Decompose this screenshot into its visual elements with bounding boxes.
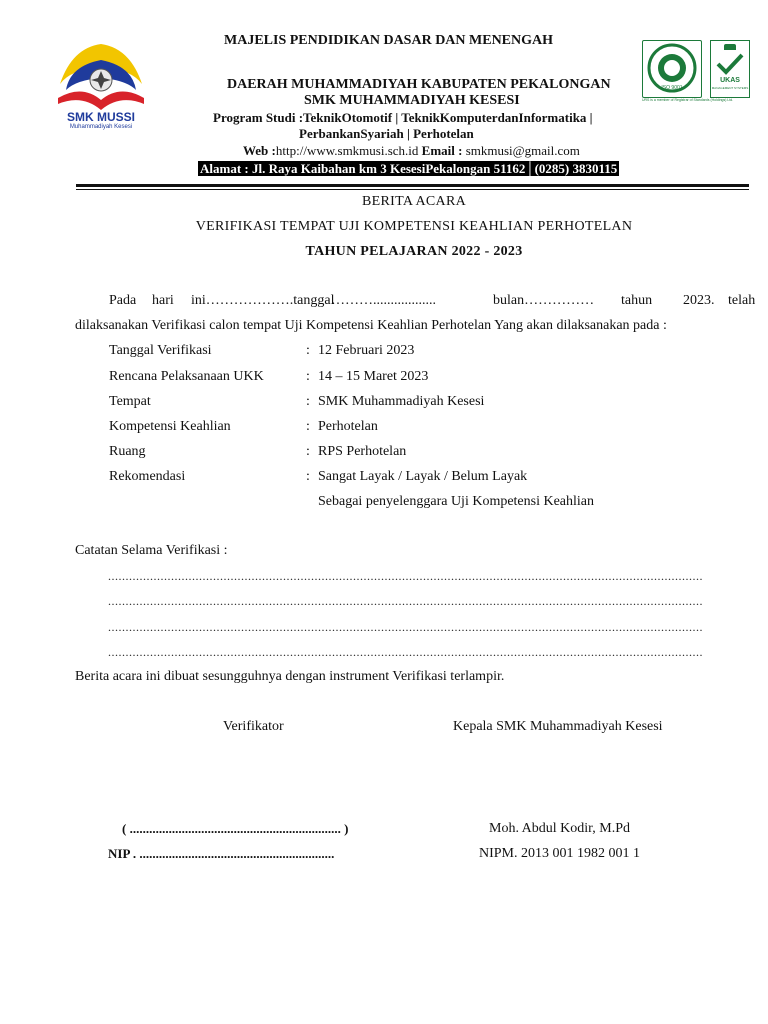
field-colon: : <box>306 469 310 484</box>
intro-word: tahun <box>621 293 653 308</box>
header-contact <box>243 143 580 159</box>
field-label: Rekomendasi <box>109 469 186 484</box>
web-label: Web : <box>243 143 276 158</box>
header-divider-thick <box>76 184 749 187</box>
field-value: 12 Februari 2023 <box>318 343 415 358</box>
certification-logo <box>640 38 752 104</box>
email-label: Email : <box>421 143 463 158</box>
header-line-5: PerbankanSyariah | Perhotelan <box>299 126 474 141</box>
field-colon: : <box>306 343 310 358</box>
ukas-label: UKAS <box>720 77 740 84</box>
intro-word: Pada <box>109 293 137 308</box>
principal-name: Moh. Abdul Kodir, M.Pd <box>489 821 631 836</box>
field-colon: : <box>306 394 310 409</box>
field-label: Rencana Pelaksanaan UKK <box>109 369 264 384</box>
field-value: 14 – 15 Maret 2023 <box>318 369 429 384</box>
field-value: Perhotelan <box>318 419 378 434</box>
catatan-line: .......................................................................................................................................................................... <box>108 645 703 659</box>
catatan-line: .......................................................................................................................................................................... <box>108 594 703 608</box>
web-link[interactable]: http://www.smkmusi.sch.id <box>275 143 419 158</box>
intro-word: ini……………….tanggal <box>191 293 335 308</box>
school-logo-name: SMK MUSSI <box>66 110 135 124</box>
field-colon: : <box>306 444 310 459</box>
header-line-1: MAJELIS PENDIDIKAN DASAR DAN MENENGAH <box>224 33 554 48</box>
field-label: Kompetensi Keahlian <box>109 419 231 434</box>
field-colon: : <box>306 419 310 434</box>
address-bar <box>198 160 619 178</box>
field-value: SMK Muhammadiyah Kesesi <box>318 394 485 409</box>
closing-text: Berita acara ini dibuat sesungguhnya dengan instrument Verifikasi terlampir. <box>75 669 505 684</box>
intro-word: ……….................. <box>331 293 436 308</box>
intro-line-2: dilaksanakan Verifikasi calon tempat Uji Kompetensi Keahlian Perhotelan Yang akan dilaksanakan pada : <box>75 318 667 333</box>
header-line-2: DAERAH MUHAMMADIYAH KABUPATEN PEKALONGAN <box>227 77 611 92</box>
doc-subtitle: VERIFIKASI TEMPAT UJI KOMPETENSI KEAHLIAN PERHOTELAN <box>195 219 633 234</box>
crown-icon <box>724 44 736 50</box>
rekomendasi-extra: Sebagai penyelenggara Uji Kompetensi Keahlian <box>318 494 595 509</box>
address-text: Alamat : Jl. Raya Kaibahan km 3 KesesiPekalongan 51162│(0285) 3830115 <box>200 161 618 176</box>
principal-nip: NIPM. 2013 001 1982 001 1 <box>479 846 641 861</box>
header-divider-thin <box>76 189 749 190</box>
field-value: RPS Perhotelan <box>318 444 407 459</box>
intro-word: 2023. <box>683 293 715 308</box>
doc-title: BERITA ACARA <box>362 194 466 209</box>
field-label: Tempat <box>109 394 151 409</box>
cert-caption: URS is a member of Registrar of Standards (Holdings) Ltd. <box>642 98 734 102</box>
header-line-3: SMK MUHAMMADIYAH KESESI <box>304 93 520 108</box>
catatan-line: .......................................................................................................................................................................... <box>108 620 703 634</box>
verifier-nip-blank: NIP . ............................................................ <box>108 846 335 861</box>
field-label: Tanggal Verifikasi <box>109 343 212 358</box>
intro-word: telah <box>728 293 756 308</box>
field-colon: : <box>306 369 310 384</box>
school-logo <box>52 40 150 134</box>
principal-title: Kepala SMK Muhammadiyah Kesesi <box>453 719 663 734</box>
field-value: Sangat Layak / Layak / Belum Layak <box>318 469 528 484</box>
verifier-name-blank: ( ................................................................. ) <box>122 821 349 836</box>
ukas-sub: MANAGEMENT SYSTEMS <box>711 86 749 90</box>
field-label: Ruang <box>109 444 146 459</box>
header-line-4: Program Studi :TeknikOtomotif | TeknikKomputerdanInformatika | <box>213 110 593 125</box>
catatan-label: Catatan Selama Verifikasi : <box>75 543 228 558</box>
email-link[interactable]: smkmusi@gmail.com <box>465 143 580 158</box>
intro-word: bulan…………… <box>493 293 595 308</box>
iso-label: ISO 9001 <box>661 85 683 91</box>
verifier-title: Verifikator <box>223 719 284 734</box>
doc-year: TAHUN PELAJARAN 2022 - 2023 <box>305 244 523 259</box>
school-logo-sub: Muhammadiyah Kesesi <box>69 124 133 130</box>
catatan-line: .......................................................................................................................................................................... <box>108 569 703 583</box>
intro-word: hari <box>152 293 174 308</box>
